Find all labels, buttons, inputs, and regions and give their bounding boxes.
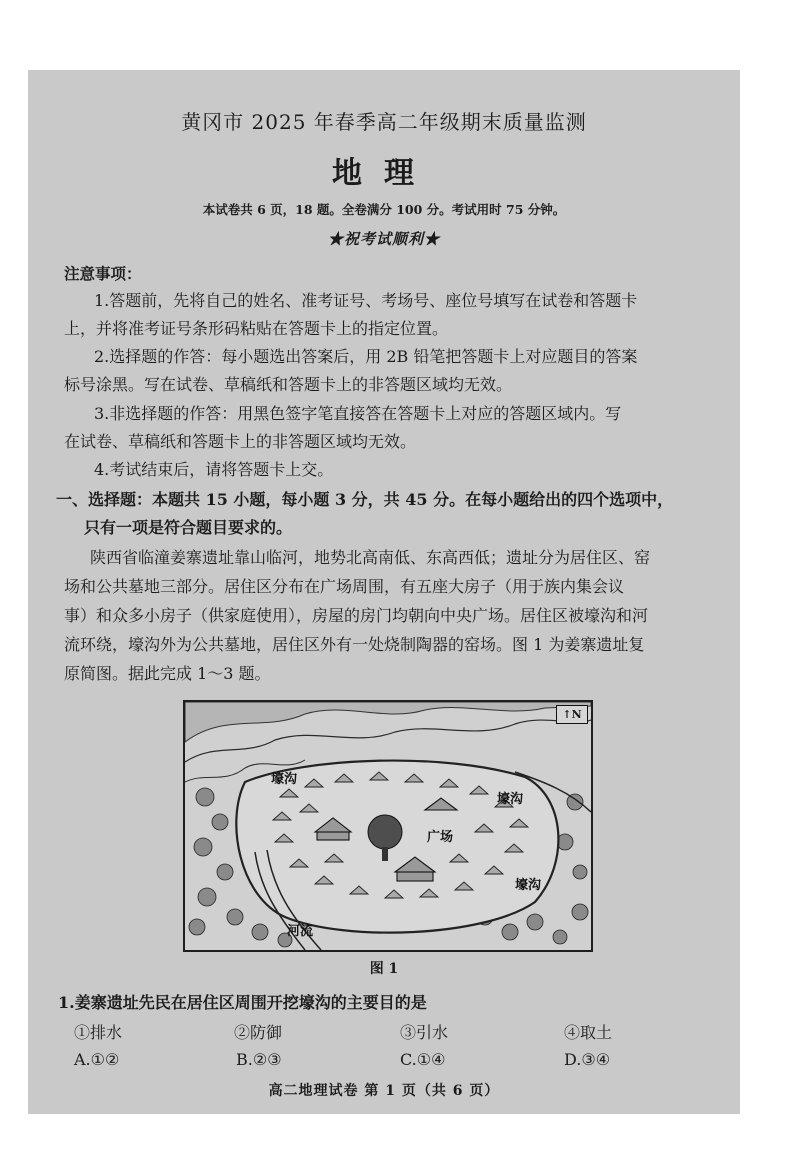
passage-line: 事）和众多小房子（供家庭使用），房屋的房门均朝向中央广场。居住区被壕沟和河 — [64, 606, 649, 625]
passage-line: 流环绕，壕沟外为公共墓地，居住区外有一处烧制陶器的窑场。图 1 为姜寨遗址复 — [64, 635, 645, 654]
figure-caption: 图 1 — [369, 961, 399, 977]
notes-line: 4.考试结束后，请将答题卡上交。 — [94, 460, 334, 479]
notes-line: 1.答题前，先将自己的姓名、准考证号、考场号、座位号填写在试卷和答题卡 — [94, 291, 638, 310]
north-arrow-icon: ↑N — [556, 705, 588, 724]
notes-heading: 注意事项： — [64, 264, 142, 283]
statement-item: ①排水 — [74, 1023, 123, 1042]
answer-choice-d: D.③④ — [564, 1050, 611, 1069]
notes-line: 2.选择题的作答：每小题选出答案后，用 2B 铅笔把答题卡上对应题目的答案 — [94, 347, 638, 366]
exam-info: 本试卷共 6 页，18 题。全卷满分 100 分。考试用时 75 分钟。 — [202, 202, 566, 217]
subject-title: 地理 — [332, 156, 436, 191]
answer-choice-a: A.①② — [74, 1050, 120, 1069]
moat-label: 壕沟 — [497, 792, 524, 807]
statement-item: ③引水 — [400, 1023, 449, 1042]
notes-line: 上，并将准考证号条形码粘贴在答题卡上的指定位置。 — [64, 319, 449, 338]
statement-item: ④取土 — [564, 1023, 613, 1042]
passage-line: 原简图。据此完成 1～3 题。 — [64, 664, 271, 683]
moat-label: 壕沟 — [515, 878, 542, 893]
exam-page — [28, 70, 740, 1114]
river-label: 河流 — [287, 924, 314, 939]
page-footer: 高二地理试卷 第 1 页（共 6 页） — [268, 1083, 500, 1099]
site-map-figure — [183, 700, 593, 952]
answer-choice-c: C.①④ — [400, 1050, 446, 1069]
section-heading: 一、选择题：本题共 15 小题，每小题 3 分，共 45 分。在每小题给出的四个选项中， — [56, 490, 674, 509]
notes-line: 3.非选择题的作答：用黑色签字笔直接答在答题卡上对应的答题区域内。写 — [94, 404, 622, 423]
section-heading-cont: 只有一项是符合题目要求的。 — [84, 518, 293, 537]
notes-line: 在试卷、草稿纸和答题卡上的非答题区域均无效。 — [64, 432, 417, 451]
notes-line: 标号涂黑。写在试卷、草稿纸和答题卡上的非答题区域均无效。 — [64, 375, 513, 394]
moat-label: 壕沟 — [271, 772, 298, 787]
good-luck-banner: ★祝考试顺利★ — [327, 230, 440, 248]
passage-line: 场和公共墓地三部分。居住区分布在广场周围，有五座大房子（用于族内集会议 — [64, 577, 625, 596]
question-1-stem: 1.姜寨遗址先民在居住区周围开挖壕沟的主要目的是 — [58, 993, 427, 1012]
statement-item: ②防御 — [234, 1023, 283, 1042]
square-label: 广场 — [427, 830, 454, 845]
exam-title: 黄冈市 2025 年春季高二年级期末质量监测 — [181, 110, 587, 134]
site-sketch — [185, 702, 591, 950]
passage-line: 陕西省临潼姜寨遗址靠山临河，地势北高南低、东高西低；遗址分为居住区、窑 — [90, 548, 651, 567]
answer-choice-b: B.②③ — [236, 1050, 282, 1069]
